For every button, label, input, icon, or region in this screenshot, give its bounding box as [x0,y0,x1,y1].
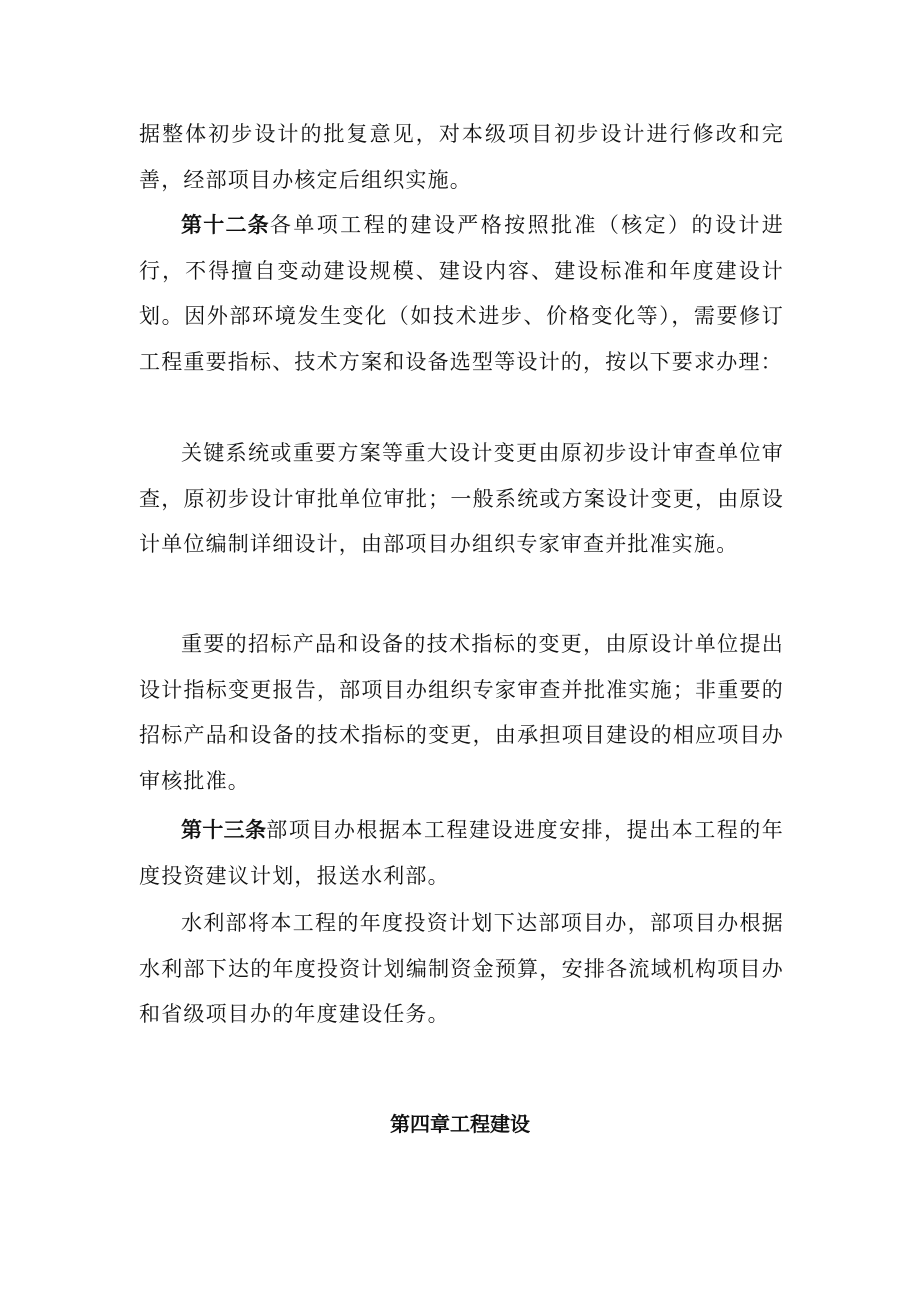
paragraph-major-design-change [139,431,784,568]
paragraph-text: 关键系统或重要方案等重大设计变更由原初步设计审查单位审查，原初步设计审批单位审批；一般系统或方案设计变更，由原设计单位编制详细设计，由部项目办组织专家审查并批准实施。 [139,441,784,556]
article-label: 第十三条 [181,818,267,842]
paragraph-technical-index-change [139,622,784,804]
chapter-heading: 第四章工程建设 [390,1112,530,1136]
paragraph-text: 重要的招标产品和设备的技术指标的变更，由原设计单位提出设计指标变更报告，部项目办组织专家审查并批准实施；非重要的招标产品和设备的技术指标的变更，由承担项目建设的相应项目办审核批准。 [139,632,784,793]
paragraph-annual-investment-plan [139,901,784,1038]
paragraph-text: 部项目办根据本工程建设进度安排，提出本工程的年度投资建议计划，报送水利部。 [139,818,784,888]
article-label: 第十二条 [181,213,270,237]
article-12-paragraph [139,203,784,385]
paragraph-text: 各单项工程的建设严格按照批准（核定）的设计进行，不得擅自变动建设规模、建设内容、建设标准和年度建设计划。因外部环境发生变化（如技术进步、价格变化等），需要修订工程重要指标、技术方案和设备选型等设计的，按以下要求办理： [139,213,785,374]
paragraph-continuation [139,112,784,203]
article-13-paragraph [139,808,784,899]
paragraph-text: 据整体初步设计的批复意见，对本级项目初步设计进行修改和完善，经部项目办核定后组织实施。 [139,122,784,192]
paragraph-text: 水利部将本工程的年度投资计划下达部项目办，部项目办根据水利部下达的年度投资计划编制资金预算，安排各流域机构项目办和省级项目办的年度建设任务。 [139,911,784,1026]
